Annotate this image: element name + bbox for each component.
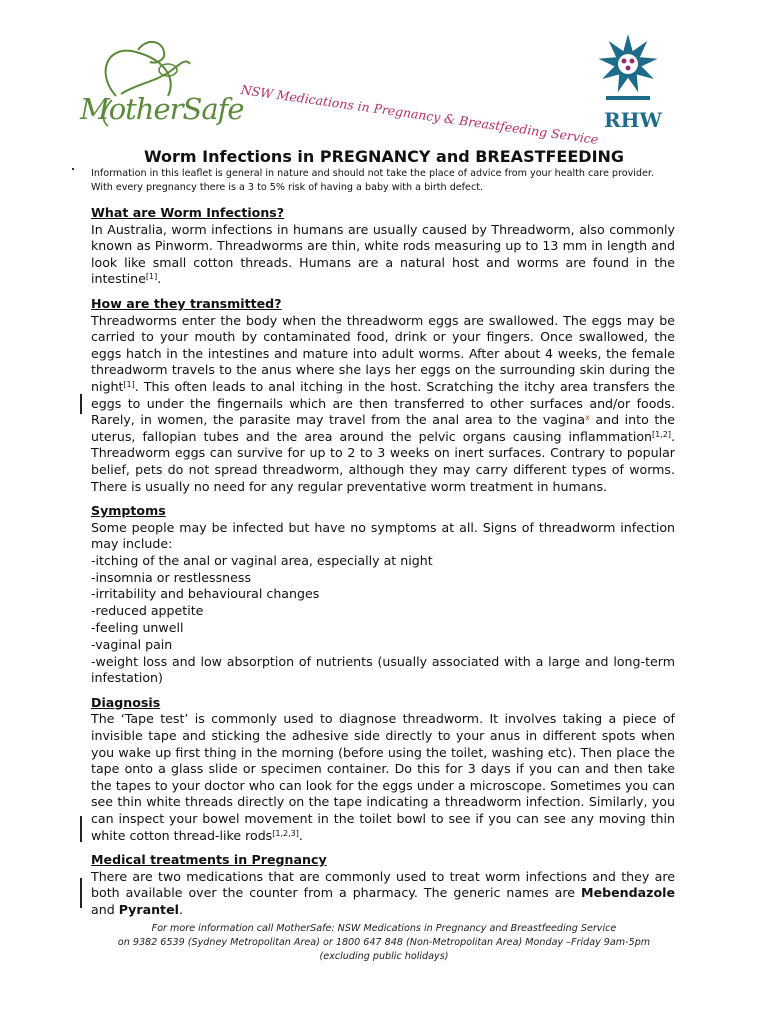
drug-name: Pyrantel bbox=[118, 901, 179, 917]
intro-line: Information in this leaflet is general in nature and should not take the place of advice from your health care provider. bbox=[91, 168, 655, 179]
section-heading-what: What are Worm Infections? bbox=[91, 205, 285, 220]
list-item: -reduced appetite bbox=[91, 603, 204, 619]
page-header bbox=[0, 0, 768, 150]
section-text-treatments: There are two medications that are commonly used to treat worm infections and they are both available over the counter from a pharmacy. The generic names are Mebendazole and Pyrantel. bbox=[91, 868, 675, 917]
list-item: -irritability and behavioural changes bbox=[91, 586, 320, 602]
section-text-diagnosis: The ‘Tape test’ is commonly used to diagnose threadworm. It involves taking a piece of invisible tape and sticking the adhesive side directly to your anus in different spots when you wake up first thing in the morning (before using the toilet, washing etc). Then place the tape onto a glass slide or specimen container. Do this for 3 days if you can and then take the tapes to your doctor who can look for the eggs under a microscope. Sometimes you can see thin white threads directly on the tape indicating a threadworm infection. Similarly, you can inspect your bowel movement in the toilet bowl to see if you can see any moving thin white cotton thread-like rods[1,2,3]. bbox=[91, 711, 675, 843]
page-footer bbox=[0, 922, 768, 964]
main-content bbox=[91, 205, 675, 919]
list-item: -vaginal pain bbox=[91, 636, 173, 652]
footer-line: on 9382 6539 (Sydney Metropolitan Area) or 1800 647 848 (Non-Metropolitan Area) Monday –Friday 9am-5pm bbox=[117, 937, 651, 948]
section-heading-symptoms: Symptoms bbox=[91, 503, 166, 519]
intro-line: With every pregnancy there is a 3 to 5% risk of having a baby with a birth defect. bbox=[91, 182, 484, 193]
stray-dot bbox=[72, 168, 74, 170]
revision-bar bbox=[80, 394, 82, 414]
footer-line: (excluding public holidays) bbox=[319, 951, 449, 962]
section-text-what: In Australia, worm infections in humans are usually caused by Threadworm, also commonly known as Pinworm. Threadworms are thin, white rods measuring up to 13 mm in length and look like small cotton threads. Humans are a natural host and worms are found in the intestine[1]. bbox=[91, 221, 675, 287]
mothersafe-mother-child-icon bbox=[76, 34, 216, 144]
section-text-symptoms: Some people may be infected but have no symptoms at all. Signs of threadworm infection may include: bbox=[91, 519, 675, 552]
section-heading-diagnosis: Diagnosis bbox=[91, 694, 161, 710]
page-title: Worm Infections in PREGNANCY and BREASTFEEDING bbox=[143, 147, 625, 166]
footer-line: For more information call MotherSafe: NSW Medications in Pregnancy and Breastfeeding Service bbox=[151, 923, 617, 934]
revision-bar bbox=[80, 878, 82, 908]
service-name: NSW Medications in Pregnancy & Breastfeeding Service bbox=[239, 82, 600, 148]
rhw-logo: RHW bbox=[604, 108, 662, 132]
section-heading-transmitted: How are they transmitted? bbox=[91, 295, 282, 311]
drug-name: Mebendazole bbox=[581, 885, 675, 901]
intro-note bbox=[91, 167, 681, 195]
revision-bar bbox=[80, 816, 82, 842]
symptoms-list bbox=[91, 553, 675, 687]
list-item: -feeling unwell bbox=[91, 620, 184, 636]
section-heading-treatments: Medical treatments in Pregnancy bbox=[91, 852, 327, 868]
mothersafe-logo: MotherSafe bbox=[80, 92, 244, 126]
list-item: -insomnia or restlessness bbox=[91, 569, 252, 585]
list-item: -itching of the anal or vaginal area, especially at night bbox=[91, 552, 433, 568]
list-item: -weight loss and low absorption of nutrients (usually associated with a large and long-term infestation) bbox=[91, 653, 675, 686]
section-text-transmitted: Threadworms enter the body when the threadworm eggs are swallowed. The eggs may be carried to your mouth by contaminated food, drink or your fingers. Once swallowed, the eggs hatch in the intestines and mature into adult worms. After about 4 weeks, the female threadworm travels to the anus where she lays her eggs on the surrounding skin during the night[1]. This often leads to anal itching in the host. Scratching the itchy area transfers the eggs to under the fingernails which are then transferred to other surfaces and/or foods. Rarely, in women, the parasite may travel from the anal area to the vagina$^x$ and into the uterus, fallopian tubes and the area around the pelvic organs causing inflammation[1,2]. Threadworm eggs can survive for up to 2 to 3 weeks on inert surfaces. Contrary to popular belief, pets do not spread threadworm, although they may carry different types of worms. There is usually no need for any regular preventative worm treatment in humans. bbox=[91, 312, 676, 494]
edit-mark: x bbox=[585, 413, 590, 423]
